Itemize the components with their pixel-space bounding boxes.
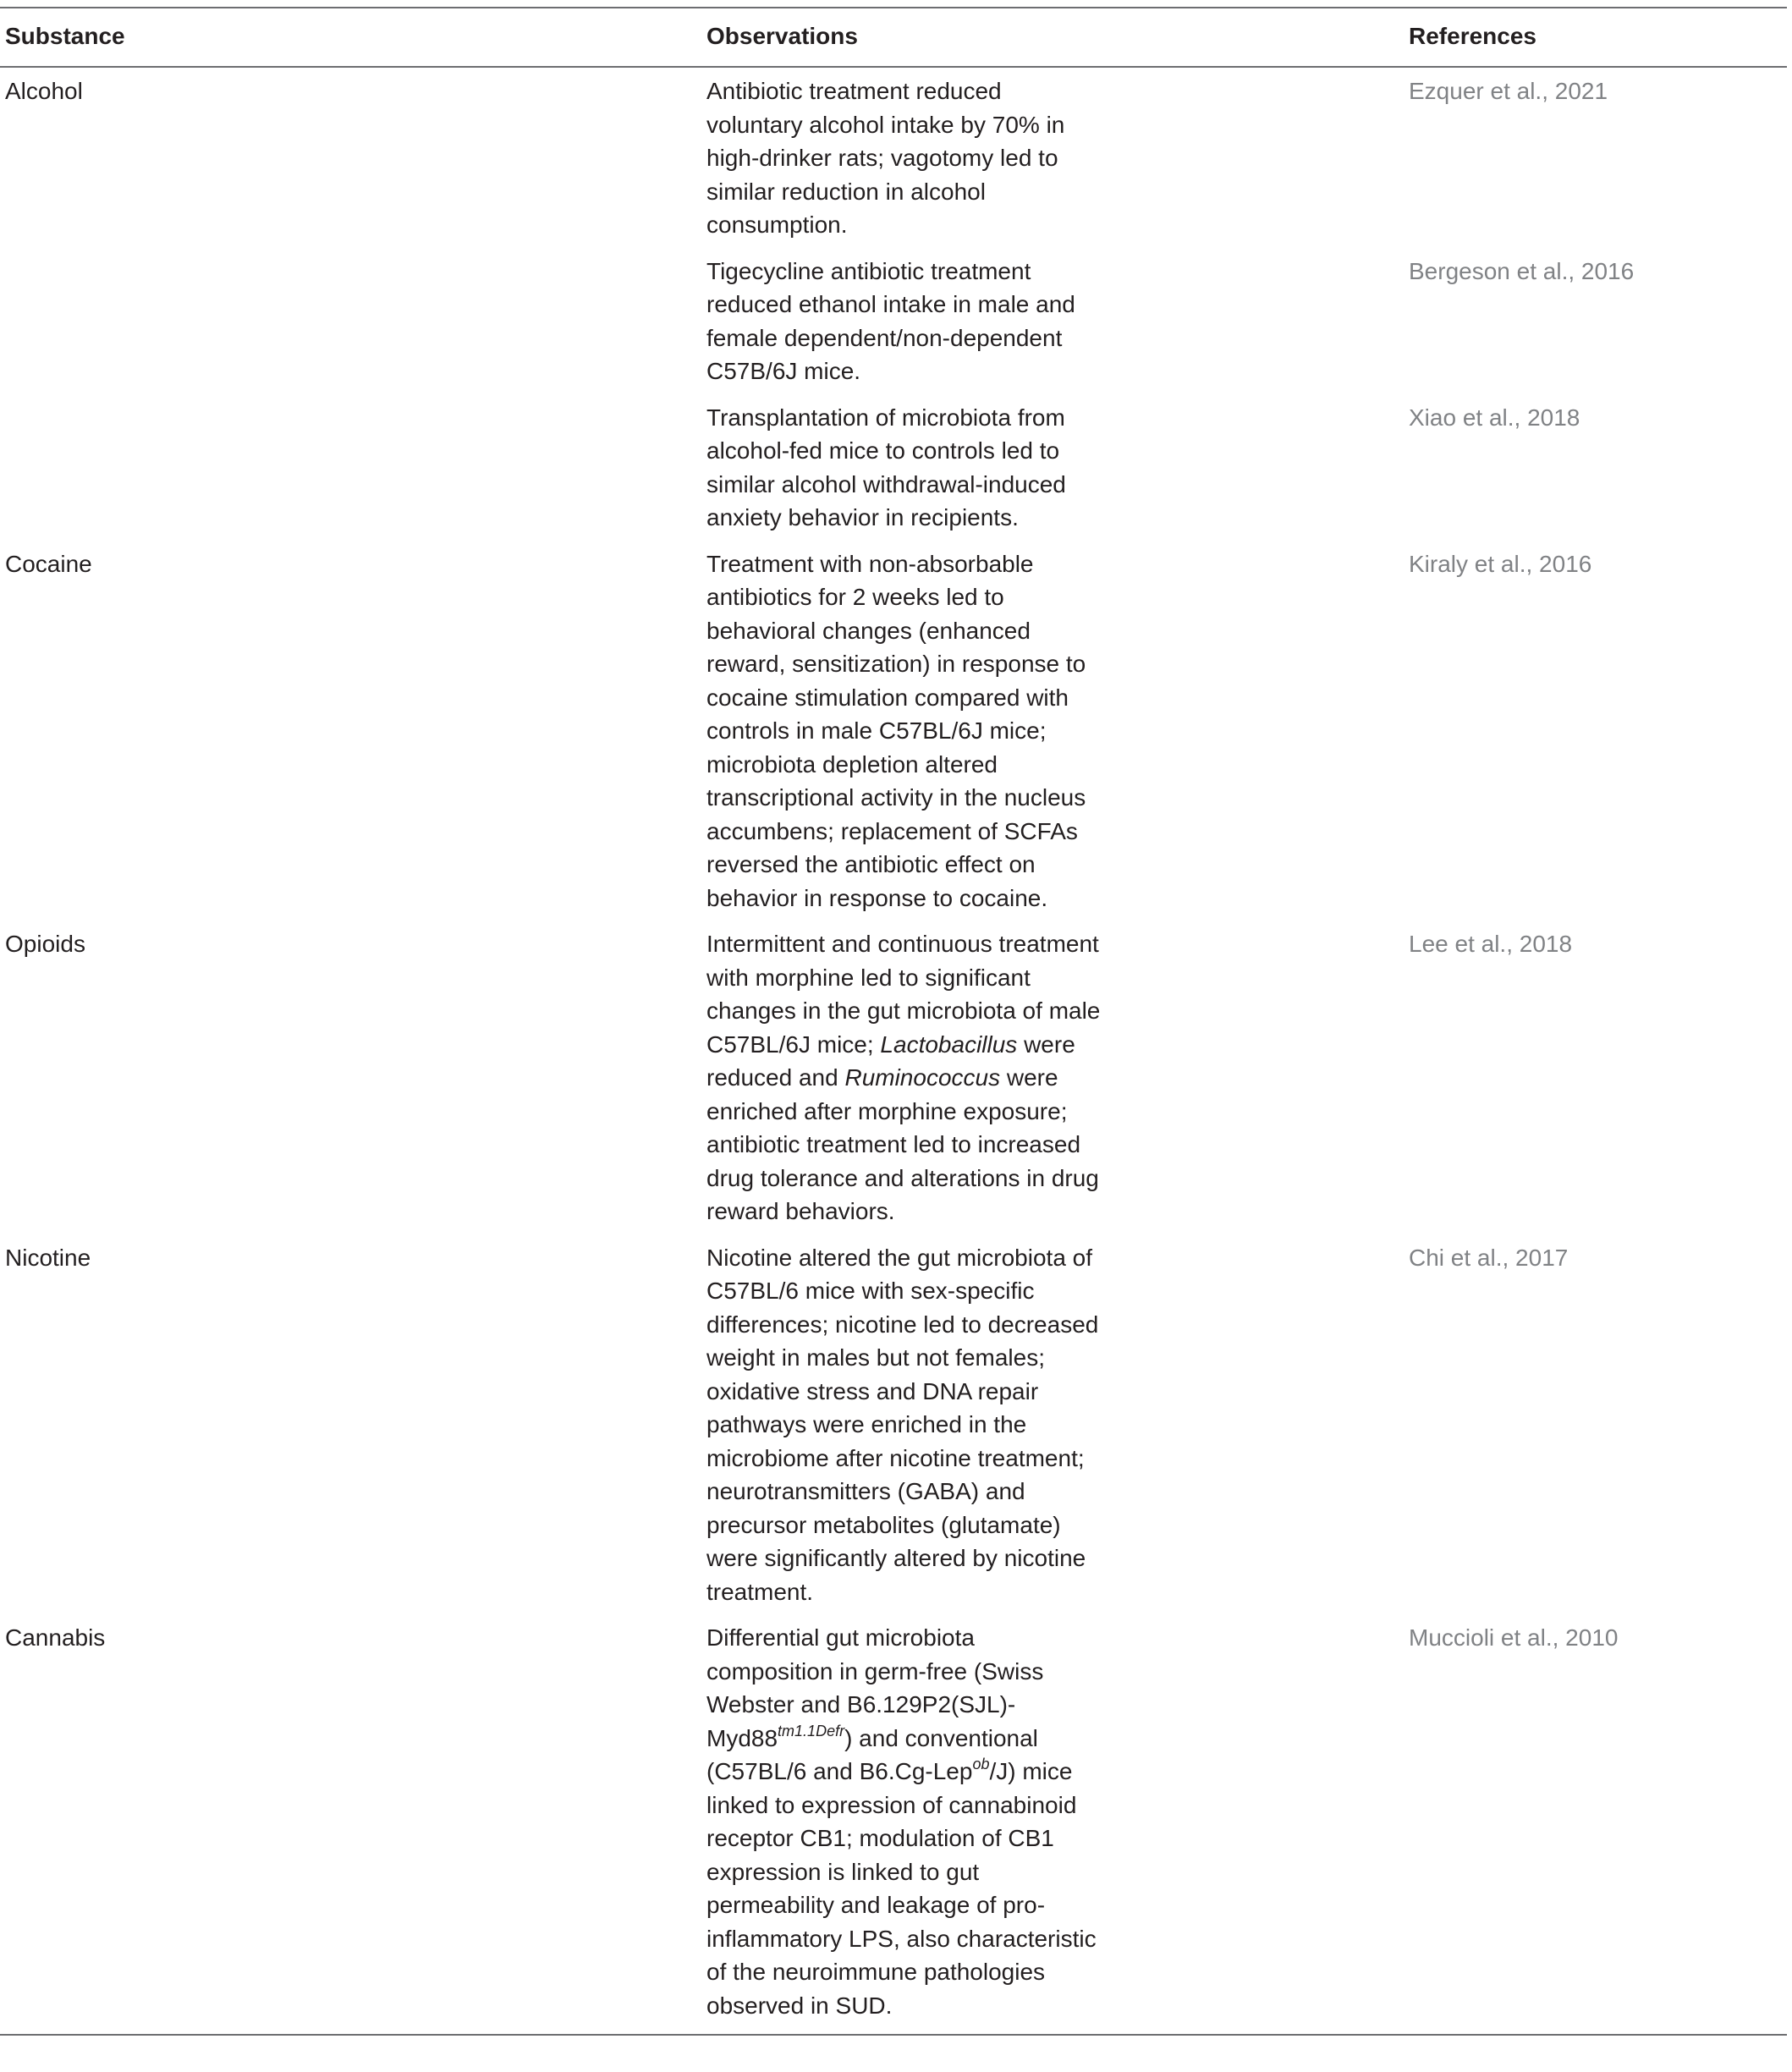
- reference-cell: Bergeson et al., 2016: [1409, 257, 1635, 284]
- observations-text-part: ) and conventional (C57BL/6 and B6.Cg-Lep: [706, 1724, 1038, 1784]
- substance-cell: Nicotine: [5, 1244, 91, 1271]
- reference-cell: Kiraly et al., 2016: [1409, 550, 1592, 577]
- observations-text-part: were reduced and: [706, 1031, 1075, 1091]
- substance-cell: Cannabis: [0, 1614, 702, 2035]
- table-header: [0, 8, 1787, 67]
- substance-cell: [0, 394, 702, 541]
- observations-cell: [702, 394, 1404, 541]
- observations-text-part: Differential gut microbiota composition in germ-free (Swiss Webster and B6.129P2(SJL)-Myd88: [706, 1624, 1044, 1751]
- observations-text-part: Intermittent and continuous treatment with morphine led to significant changes in the gut microbiota of male C57BL/6J mice;: [706, 931, 1101, 1058]
- header-row: [0, 8, 1787, 67]
- superscript-allele: ob: [972, 1756, 990, 1772]
- observations-text-part: /J) mice linked to expression of cannabinoid receptor CB1; modulation of CB1 expression is linked to gut permeability and leakage of pro-inflammatory LPS, also characteristic of the neuroimmune pathologies observed in SUD.: [706, 1758, 1097, 2019]
- table-row: [0, 248, 1787, 394]
- table-row: [0, 921, 1787, 1234]
- observations-text: Nicotine altered the gut microbiota of C57BL/6 mice with sex-specific differences; nicotine led to decreased weight in males but not females; oxidative stress and DNA repair pathways were enriched in the microbiome after nicotine treatment; neurotransmitters (GABA) and precursor metabolites (glutamate) were significantly altered by nicotine treatment.: [706, 1244, 1099, 1605]
- observations-text: Treatment with non-absorbable antibiotics for 2 weeks led to behavioral changes (enhanced reward, sensitization) in response to cocaine stimulation compared with controls in male C57BL/6J mice; microbiota depletion altered transcriptional activity in the nucleus accumbens; replacement of SCFAs reversed the antibiotic effect on behavior in response to cocaine.: [706, 550, 1086, 911]
- table-row: [0, 1234, 1787, 1615]
- observations-text: [706, 1621, 1104, 2022]
- substance-cell: Alcohol: [5, 78, 83, 104]
- table-row: [0, 394, 1787, 541]
- genus-name-italic: Lactobacillus: [880, 1031, 1018, 1058]
- table-row: [0, 67, 1787, 248]
- observations-cell: [702, 1234, 1404, 1615]
- observations-text-part: were enriched after morphine exposure; antibiotic treatment led to increased drug tolerance and alterations in drug reward behaviors.: [706, 1064, 1099, 1224]
- observations-text: Transplantation of microbiota from alcohol-fed mice to controls led to similar alcohol withdrawal-induced anxiety behavior in recipients.: [706, 404, 1066, 530]
- table-body: [0, 67, 1787, 2035]
- reference-cell: Muccioli et al., 2010: [1404, 1614, 1787, 2035]
- superscript-allele: tm1.1Defr: [778, 1722, 845, 1739]
- observations-text: Antibiotic treatment reduced voluntary alcohol intake by 70% in high-drinker rats; vagotomy led to similar reduction in alcohol consumption.: [706, 78, 1065, 238]
- header-observations: Observations: [702, 8, 1404, 67]
- reference-cell: Lee et al., 2018: [1409, 931, 1573, 957]
- observations-cell: [702, 921, 1404, 1234]
- reference-cell: Chi et al., 2017: [1409, 1244, 1569, 1271]
- substance-cell: [0, 248, 702, 394]
- observations-cell: [702, 67, 1404, 248]
- table-row: [0, 1614, 1787, 2035]
- substance-observations-table: [0, 7, 1787, 2036]
- header-references: References: [1404, 8, 1787, 67]
- observations-cell: [702, 1614, 1404, 2035]
- genus-name-italic: Ruminococcus: [844, 1064, 1001, 1091]
- reference-cell: Ezquer et al., 2021: [1409, 78, 1608, 104]
- substance-cell: Cocaine: [5, 550, 92, 577]
- reference-cell: Xiao et al., 2018: [1409, 404, 1580, 431]
- substance-cell: Opioids: [5, 931, 85, 957]
- table-row: [0, 541, 1787, 921]
- data-table-container: [0, 7, 1787, 2036]
- observations-cell: [702, 248, 1404, 394]
- observations-cell: [702, 541, 1404, 921]
- observations-text: [706, 927, 1104, 1228]
- header-substance: Substance: [0, 8, 702, 67]
- observations-text: Tigecycline antibiotic treatment reduced ethanol intake in male and female dependent/non-dependent C57B/6J mice.: [706, 257, 1075, 384]
